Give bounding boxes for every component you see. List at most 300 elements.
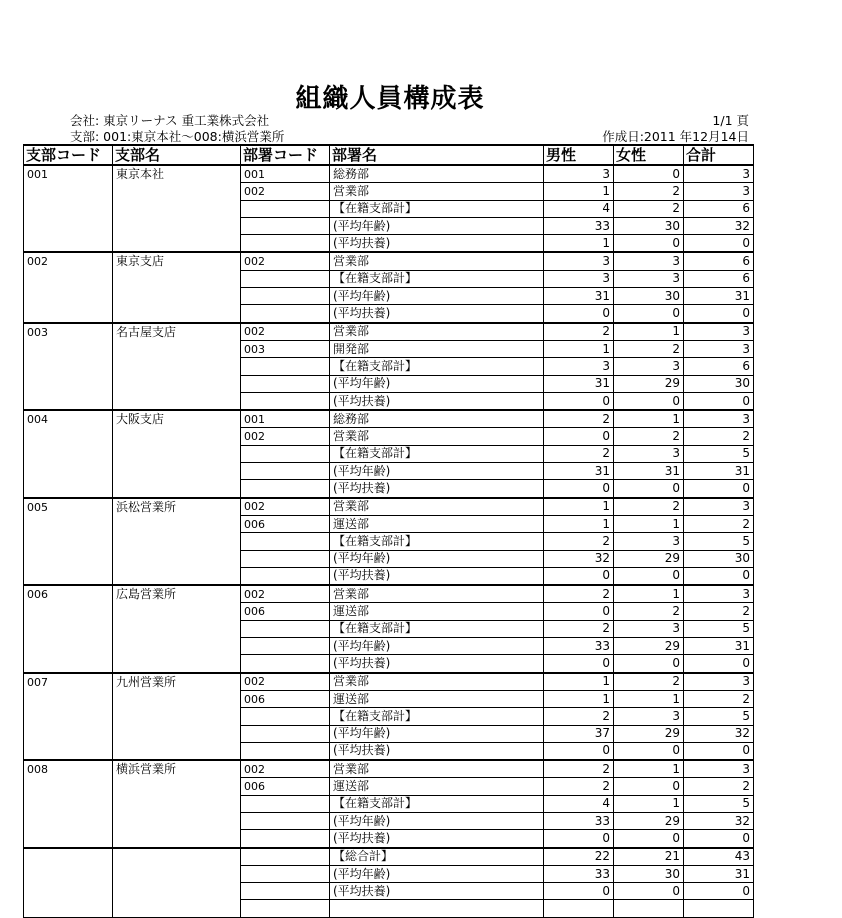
branch-code-cell: 006 [24,585,113,603]
branch-name-cell [113,620,241,637]
male-count-cell: 33 [544,638,614,655]
branch-name-cell [113,217,241,234]
table-body [24,165,754,917]
dept-code-cell: 003 [241,340,330,357]
branch-name-cell [113,270,241,287]
dept-name-cell: 営業部 [330,585,544,603]
dept-name-cell: (平均年齢) [330,865,544,882]
total-count-cell: 32 [684,812,754,829]
female-count-cell: 3 [614,620,684,637]
branch-name-cell [113,603,241,620]
branch-name-cell [113,830,241,848]
branch-code-cell [24,463,113,480]
male-count-cell: 1 [544,498,614,516]
table-row [24,270,754,287]
dept-name-cell: 【在籍支部計】 [330,445,544,462]
total-count-cell: 5 [684,533,754,550]
dept-name-cell: 開発部 [330,340,544,357]
total-count-cell: 6 [684,270,754,287]
female-count-cell: 0 [614,778,684,795]
created-date: 作成日:2011 年12月14日 [602,129,749,144]
dept-name-cell: 営業部 [330,673,544,691]
table-row [24,760,754,778]
branch-code-cell [24,235,113,253]
branch-name-cell [113,305,241,323]
dept-name-cell: 総務部 [330,165,544,183]
male-count-cell: 4 [544,200,614,217]
table-row [24,603,754,620]
total-count-cell: 32 [684,217,754,234]
male-count-cell: 0 [544,883,614,900]
male-count-cell: 0 [544,567,614,585]
table-row [24,252,754,270]
female-count-cell: 0 [614,655,684,673]
total-count-cell: 32 [684,725,754,742]
dept-name-cell: 運送部 [330,515,544,532]
branch-code-cell [24,883,113,900]
branch-name-cell [113,848,241,866]
table-row [24,865,754,882]
male-count-cell: 0 [544,742,614,760]
dept-name-cell: 運送部 [330,690,544,707]
branch-name-cell [113,638,241,655]
branch-name-cell [113,883,241,900]
branch-code-cell [24,725,113,742]
total-count-cell: 3 [684,183,754,200]
branch-name-cell: 広島営業所 [113,585,241,603]
dept-code-cell [241,655,330,673]
male-count-cell: 33 [544,865,614,882]
female-count-cell: 3 [614,358,684,375]
branch-name-cell [113,183,241,200]
table-row [24,848,754,866]
company-line: 会社: 東京リーナス 重工業株式会社 [70,113,270,128]
male-count-cell: 2 [544,445,614,462]
total-count-cell: 2 [684,690,754,707]
total-count-cell: 0 [684,235,754,253]
female-count-cell: 29 [614,550,684,567]
table-row [24,830,754,848]
branch-code-cell [24,288,113,305]
branch-name-cell [113,778,241,795]
dept-code-cell [241,883,330,900]
dept-name-cell: 【在籍支部計】 [330,200,544,217]
table-row [24,340,754,357]
branch-code-cell [24,830,113,848]
table-row [24,305,754,323]
female-count-cell: 0 [614,392,684,410]
branch-name-cell [113,533,241,550]
dept-name-cell: (平均扶養) [330,830,544,848]
dept-code-cell [241,375,330,392]
table-row [24,480,754,498]
male-count-cell: 1 [544,673,614,691]
branch-name-cell: 九州営業所 [113,673,241,691]
branch-name-cell [113,865,241,882]
male-count-cell: 1 [544,183,614,200]
dept-code-cell [241,725,330,742]
male-count-cell: 2 [544,323,614,341]
dept-code-cell: 002 [241,760,330,778]
dept-code-cell [241,270,330,287]
table-row [24,883,754,900]
male-count-cell: 3 [544,165,614,183]
branch-code-cell [24,708,113,725]
branch-code-cell [24,445,113,462]
dept-name-cell: 【在籍支部計】 [330,620,544,637]
dept-name-cell: 【在籍支部計】 [330,708,544,725]
total-count-cell: 2 [684,428,754,445]
table-row [24,620,754,637]
dept-code-cell [241,742,330,760]
dept-code-cell [241,235,330,253]
total-count-cell: 5 [684,795,754,812]
dept-code-cell: 006 [241,690,330,707]
female-count-cell: 0 [614,567,684,585]
branch-code-cell [24,603,113,620]
female-count-cell: 0 [614,480,684,498]
branch-code-cell [24,795,113,812]
female-count-cell: 0 [614,305,684,323]
table-row [24,410,754,428]
table-row [24,428,754,445]
dept-code-cell: 002 [241,498,330,516]
dept-code-cell: 002 [241,183,330,200]
branch-name-cell [113,515,241,532]
male-count-cell: 3 [544,252,614,270]
total-count-cell: 0 [684,567,754,585]
total-count-cell: 2 [684,515,754,532]
table-row [24,515,754,532]
branch-code-cell: 008 [24,760,113,778]
dept-code-cell [241,865,330,882]
female-count-cell: 2 [614,673,684,691]
branch-code-cell [24,305,113,323]
branch-code-cell [24,392,113,410]
female-count-cell: 21 [614,848,684,866]
branch-name-cell [113,445,241,462]
female-count-cell: 2 [614,498,684,516]
col-header-dept-name: 部署名 [330,145,544,165]
table-row [24,200,754,217]
female-count-cell: 1 [614,323,684,341]
branch-name-cell [113,567,241,585]
dept-name-cell: (平均扶養) [330,480,544,498]
dept-code-cell [241,305,330,323]
branch-code-cell: 003 [24,323,113,341]
branch-name-cell: 東京本社 [113,165,241,183]
total-count-cell: 30 [684,375,754,392]
dept-name-cell: 【総合計】 [330,848,544,866]
dept-code-cell [241,288,330,305]
table-row [24,778,754,795]
male-count-cell: 31 [544,463,614,480]
branch-name-cell [113,690,241,707]
branch-range-line: 支部: 001:東京本社～008:横浜営業所 [70,129,285,144]
female-count-cell: 0 [614,235,684,253]
branch-code-cell [24,217,113,234]
dept-name-cell: (平均年齢) [330,463,544,480]
total-count-cell: 6 [684,358,754,375]
page-number: 1/1 頁 [712,113,749,128]
female-count-cell: 30 [614,288,684,305]
female-count-cell: 2 [614,200,684,217]
dept-name-cell: 営業部 [330,323,544,341]
dept-code-cell [241,848,330,866]
total-count-cell: 30 [684,550,754,567]
dept-name-cell: (平均扶養) [330,567,544,585]
male-count-cell: 3 [544,358,614,375]
table-row [24,638,754,655]
dept-code-cell [241,217,330,234]
female-count-cell: 3 [614,270,684,287]
total-count-cell: 0 [684,830,754,848]
dept-code-cell [241,358,330,375]
branch-name-cell [113,742,241,760]
female-count-cell: 0 [614,742,684,760]
table-row [24,655,754,673]
branch-name-cell [113,550,241,567]
branch-code-cell: 004 [24,410,113,428]
dept-name-cell: 【在籍支部計】 [330,533,544,550]
male-count-cell: 2 [544,410,614,428]
branch-name-cell [113,288,241,305]
male-count-cell: 0 [544,655,614,673]
branch-name-cell [113,358,241,375]
total-count-cell: 3 [684,323,754,341]
total-count-cell: 6 [684,252,754,270]
branch-code-cell [24,533,113,550]
male-count-cell: 2 [544,778,614,795]
dept-name-cell: 【在籍支部計】 [330,358,544,375]
table-row [24,183,754,200]
female-count-cell: 0 [614,883,684,900]
dept-name-cell: 営業部 [330,498,544,516]
total-count-cell: 3 [684,585,754,603]
branch-name-cell: 大阪支店 [113,410,241,428]
dept-code-cell [241,463,330,480]
female-count-cell: 29 [614,812,684,829]
dept-name-cell: 総務部 [330,410,544,428]
dept-code-cell [241,638,330,655]
table-row [24,498,754,516]
total-count-cell: 0 [684,655,754,673]
female-count-cell: 1 [614,410,684,428]
dept-name-cell: 営業部 [330,760,544,778]
male-count-cell: 33 [544,217,614,234]
dept-code-cell [241,795,330,812]
branch-code-cell [24,550,113,567]
branch-name-cell [113,725,241,742]
table-row [24,585,754,603]
branch-code-cell [24,865,113,882]
dept-code-cell [241,445,330,462]
female-count-cell: 0 [614,165,684,183]
dept-name-cell: 営業部 [330,428,544,445]
total-count-cell: 5 [684,620,754,637]
male-count-cell: 1 [544,340,614,357]
table-row [24,795,754,812]
table-row [24,323,754,341]
male-count-cell: 37 [544,725,614,742]
branch-name-cell [113,708,241,725]
female-count-cell: 2 [614,340,684,357]
dept-name-cell: (平均年齢) [330,217,544,234]
col-header-total: 合計 [684,145,754,165]
branch-name-cell: 横浜営業所 [113,760,241,778]
dept-code-cell [241,567,330,585]
branch-code-cell [24,567,113,585]
branch-name-cell: 名古屋支店 [113,323,241,341]
branch-code-cell [24,620,113,637]
branch-code-cell [24,200,113,217]
col-header-dept-code: 部署コード [241,145,330,165]
dept-name-cell: (平均扶養) [330,235,544,253]
female-count-cell: 29 [614,638,684,655]
total-count-cell: 31 [684,638,754,655]
dept-name-cell: 営業部 [330,183,544,200]
total-count-cell: 3 [684,340,754,357]
female-count-cell: 30 [614,865,684,882]
table-row [24,673,754,691]
dept-name-cell: (平均年齢) [330,288,544,305]
dept-code-cell: 001 [241,410,330,428]
branch-code-cell [24,690,113,707]
table-row [24,165,754,183]
branch-code-cell [24,270,113,287]
male-count-cell: 0 [544,428,614,445]
total-count-cell: 5 [684,445,754,462]
organization-table [23,144,754,918]
female-count-cell: 3 [614,533,684,550]
table-row [24,358,754,375]
male-count-cell: 2 [544,760,614,778]
table-row [24,217,754,234]
table-row [24,288,754,305]
male-count-cell: 33 [544,812,614,829]
branch-name-cell [113,655,241,673]
male-count-cell: 32 [544,550,614,567]
female-count-cell: 29 [614,725,684,742]
table-row [24,742,754,760]
branch-name-cell [113,340,241,357]
male-count-cell: 1 [544,515,614,532]
total-count-cell: 3 [684,498,754,516]
branch-code-cell [24,480,113,498]
total-count-cell: 3 [684,673,754,691]
dept-code-cell [241,550,330,567]
total-count-cell: 31 [684,288,754,305]
col-header-branch-code: 支部コード [24,145,113,165]
branch-code-cell [24,638,113,655]
branch-code-cell: 005 [24,498,113,516]
dept-name-cell: (平均年齢) [330,550,544,567]
col-header-branch-name: 支部名 [113,145,241,165]
female-count-cell: 2 [614,603,684,620]
total-count-cell: 3 [684,760,754,778]
table-row [24,392,754,410]
total-count-cell: 0 [684,742,754,760]
total-count-cell: 3 [684,165,754,183]
branch-name-cell [113,812,241,829]
col-header-female: 女性 [614,145,684,165]
dept-name-cell: 【在籍支部計】 [330,795,544,812]
male-count-cell: 22 [544,848,614,866]
total-count-cell: 31 [684,865,754,882]
branch-code-cell [24,375,113,392]
branch-code-cell [24,515,113,532]
branch-code-cell [24,655,113,673]
dept-name-cell: 【在籍支部計】 [330,270,544,287]
female-count-cell: 29 [614,375,684,392]
dept-code-cell: 006 [241,778,330,795]
dept-name-cell: 運送部 [330,778,544,795]
branch-name-cell [113,392,241,410]
branch-code-cell [24,778,113,795]
female-count-cell: 0 [614,830,684,848]
female-count-cell: 1 [614,795,684,812]
female-count-cell: 1 [614,690,684,707]
branch-code-cell [24,358,113,375]
branch-code-cell [24,428,113,445]
branch-code-cell: 001 [24,165,113,183]
branch-name-cell: 浜松営業所 [113,498,241,516]
dept-code-cell: 002 [241,323,330,341]
branch-code-cell [24,183,113,200]
branch-name-cell: 東京支店 [113,252,241,270]
dept-code-cell [241,533,330,550]
table-row [24,375,754,392]
male-count-cell: 1 [544,235,614,253]
branch-name-cell [113,235,241,253]
total-count-cell: 0 [684,305,754,323]
male-count-cell: 3 [544,270,614,287]
branch-name-cell [113,795,241,812]
branch-name-cell [113,428,241,445]
male-count-cell: 4 [544,795,614,812]
table-row [24,690,754,707]
table-row [24,550,754,567]
dept-code-cell: 002 [241,585,330,603]
total-count-cell: 2 [684,603,754,620]
table-row [24,812,754,829]
dept-code-cell [241,812,330,829]
male-count-cell: 2 [544,708,614,725]
dept-name-cell: (平均扶養) [330,883,544,900]
female-count-cell: 1 [614,585,684,603]
branch-name-cell [113,375,241,392]
dept-code-cell [241,708,330,725]
branch-code-cell [24,848,113,866]
table-row [24,235,754,253]
dept-code-cell: 006 [241,603,330,620]
branch-name-cell [113,480,241,498]
report-title: 組織人員構成表 [295,84,485,114]
branch-code-cell [24,340,113,357]
dept-name-cell: (平均年齢) [330,375,544,392]
female-count-cell: 2 [614,428,684,445]
dept-code-cell [241,200,330,217]
dept-code-cell: 002 [241,428,330,445]
male-count-cell: 31 [544,288,614,305]
branch-name-cell [113,463,241,480]
dept-name-cell: (平均年齢) [330,812,544,829]
male-count-cell: 2 [544,585,614,603]
female-count-cell: 31 [614,463,684,480]
table-row [24,725,754,742]
female-count-cell: 1 [614,515,684,532]
dept-name-cell: (平均年齢) [330,638,544,655]
